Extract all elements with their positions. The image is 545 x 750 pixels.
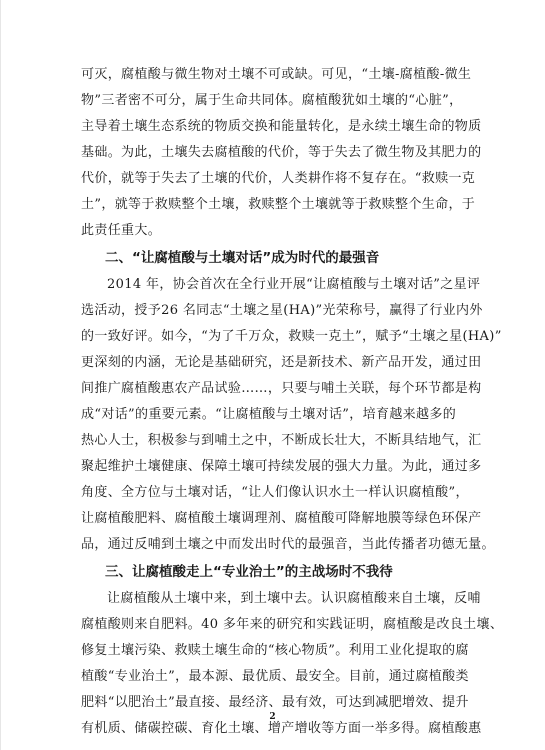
paragraph-1 — [81, 62, 482, 244]
paragraph-line: 聚起维护土壤健康、保障土壤可持续发展的强大力量。为此，通过多 — [81, 459, 482, 474]
paragraph-line: 修复土壤污染、救赎土壤生命的“核心物质”。利用工业化提取的腐 — [81, 643, 469, 658]
paragraph-line: 物”三者密不可分，属于生命共同体。腐植酸犹如土壤的“心脏”， — [81, 93, 463, 108]
paragraph-line: 肥料“以肥治土”最直接、最经济、最有效，可达到减肥增效、提升 — [81, 695, 469, 710]
paragraph-line: 代价，就等于失去了土壤的代价，人类耕作将不复存在。“救赎一克 — [81, 171, 476, 186]
paragraph-line: 有机质、储碳控碳、育化土壤、增产增收等方面一举多得。腐植酸惠 — [81, 721, 482, 736]
paragraph-line: 成“对话”的重要元素。“让腐植酸与土壤对话”，培育越来越多的 — [81, 407, 457, 422]
paragraph-line: 让腐植酸从土壤中来，到土壤中去。认识腐植酸来自土壤，反哺 — [107, 591, 481, 606]
section-heading-2: 二、“让腐植酸与土壤对话”成为时代的最强音 — [105, 250, 380, 266]
paragraph-2 — [81, 272, 502, 558]
paragraph-line: 更深刻的内涵，无论是基础研究，还是新技术、新产品开发，通过田 — [81, 355, 482, 370]
paragraph-line: 热心人士，积极参与到哺土之中，不断成长壮大，不断具结地气，汇 — [81, 433, 482, 448]
paragraph-line: 此责任重大。 — [81, 223, 162, 238]
paragraph-line: 间推广腐植酸惠农产品试验……，只要与哺土关联，每个环节都是构 — [81, 381, 482, 396]
paragraph-line: 土”，就等于救赎整个土壤，救赎整个土壤就等于救赎整个生命，于 — [81, 197, 476, 212]
paragraph-line: 选活动，授予26 名同志“土壤之星(HA)”光荣称号，赢得了行业内外 — [81, 303, 483, 318]
paragraph-line: 角度、全方位与土壤对话，“让人们像认识水土一样认识腐植酸”， — [81, 485, 469, 500]
paragraph-line: 的一致好评。如今，“为了千万众，救赎一克土”，赋予“土壤之星(HA)” — [81, 329, 502, 344]
paragraph-line: 基础。为此，土壤失去腐植酸的代价，等于失去了微生物及其肥力的 — [81, 145, 482, 160]
page-edge-divider — [0, 0, 1, 750]
paragraph-line: 可灭，腐植酸与微生物对土壤不可或缺。可见，“土壤-腐植酸-微生 — [81, 67, 472, 82]
paragraph-line: 品，通过反哺到土壤之中而发出时代的最强音，当此传播者功德无量。 — [81, 537, 495, 552]
paragraph-line: 2014 年，协会首次在全行业开展“让腐植酸与土壤对话”之星评 — [107, 277, 481, 292]
section-heading-3: 三、让腐植酸走上“专业治土”的主战场时不我待 — [105, 564, 393, 580]
paragraph-line: 植酸“专业治土”，最本源、最优质、最安全。目前，通过腐植酸类 — [81, 669, 469, 684]
paragraph-line: 主导着土壤生态系统的物质交换和能量转化，是永续土壤生命的物质 — [81, 119, 482, 134]
paragraph-line: 腐植酸则来自肥料。40 多年来的研究和实践证明，腐植酸是改良土壤、 — [81, 617, 504, 632]
page-number: 2 — [269, 712, 276, 722]
paragraph-line: 让腐植酸肥料、腐植酸土壤调理剂、腐植酸可降解地膜等绿色环保产 — [81, 511, 482, 526]
